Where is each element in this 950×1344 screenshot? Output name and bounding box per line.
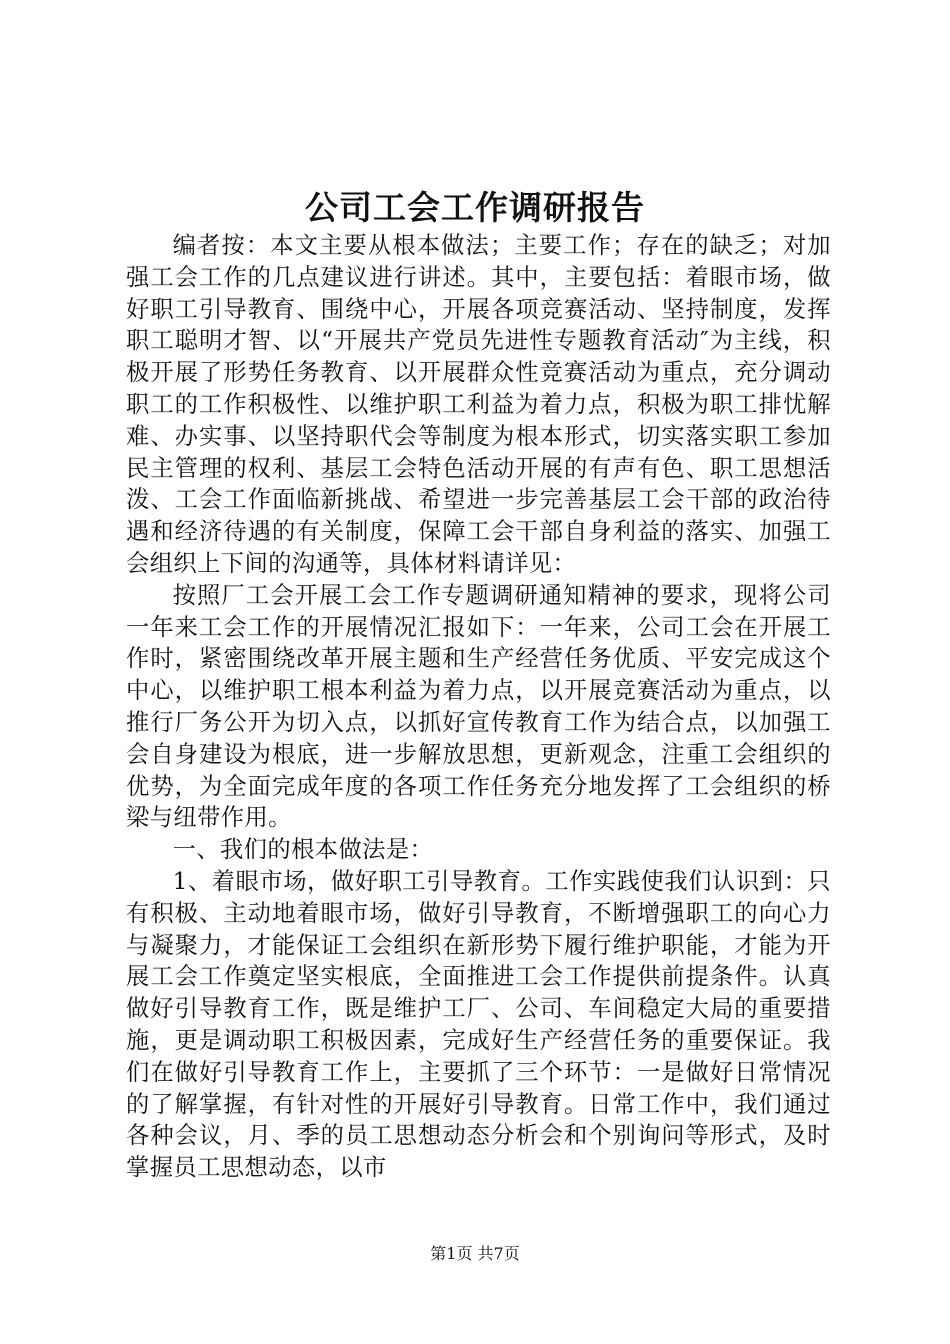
paragraph-intro: 按照厂工会开展工会工作专题调研通知精神的要求，现将公司一年来工会工作的开展情况汇报如下：一年来，公司工会在开展工作时，紧密围绕改革开展主题和生产经营任务优质、平安完成这个中心，以维护职工根本利益为着力点，以开展竞赛活动为重点，以推行厂务公开为切入点，以抓好宣传教育工作为结合点，以加强工会自身建设为根底，进一步解放思想，更新观念，注重工会组织的优势，为全面完成年度的各项工作任务充分地发挥了工会组织的桥梁与纽带作用。 [126, 581, 831, 832]
page-footer: 第1页 共7页 [430, 1244, 520, 1263]
document-body [126, 230, 831, 1184]
paragraph-item-1: 1、着眼市场，做好职工引导教育。工作实践使我们认识到：只有积极、主动地着眼市场，做好引导教育，不断增强职工的向心力与凝聚力，才能保证工会组织在新形势下履行维护职能，才能为开展工会工作奠定坚实根底，全面推进工会工作提供前提条件。认真做好引导教育工作，既是维护工厂、公司、车间稳定大局的重要措施，更是调动职工积极因素，完成好生产经营任务的重要保证。我们在做好引导教育工作上，主要抓了三个环节：一是做好日常情况的了解掌握，有针对性的开展好引导教育。日常工作中，我们通过各种会议，月、季的员工思想动态分析会和个别询问等形式，及时掌握员工思想动态，以市 [126, 867, 831, 1182]
paragraph-editor-note: 编者按：本文主要从根本做法；主要工作；存在的缺乏；对加强工会工作的几点建议进行讲述。其中，主要包括：着眼市场，做好职工引导教育、围绕中心，开展各项竞赛活动、坚持制度，发挥职工聪明才智、以“开展共产党员先进性专题教育活动″为主线，积极开展了形势任务教育、以开展群众性竞赛活动为重点，充分调动职工的工作积极性、以维护职工利益为着力点，积极为职工排忧解难、办实事、以坚持职代会等制度为根本形式，切实落实职工参加民主管理的权利、基层工会特色活动开展的有声有色、职工思想活泼、工会工作面临新挑战、希望进一步完善基层工会干部的政治待遇和经济待遇的有关制度，保障工会干部自身利益的落实、加强工会组织上下间的沟通等，具体材料请详见： [126, 232, 831, 577]
section-heading-basic-methods: 一、我们的根本做法是： [172, 836, 434, 864]
document-title: 公司工会工作调研报告 [305, 188, 645, 227]
